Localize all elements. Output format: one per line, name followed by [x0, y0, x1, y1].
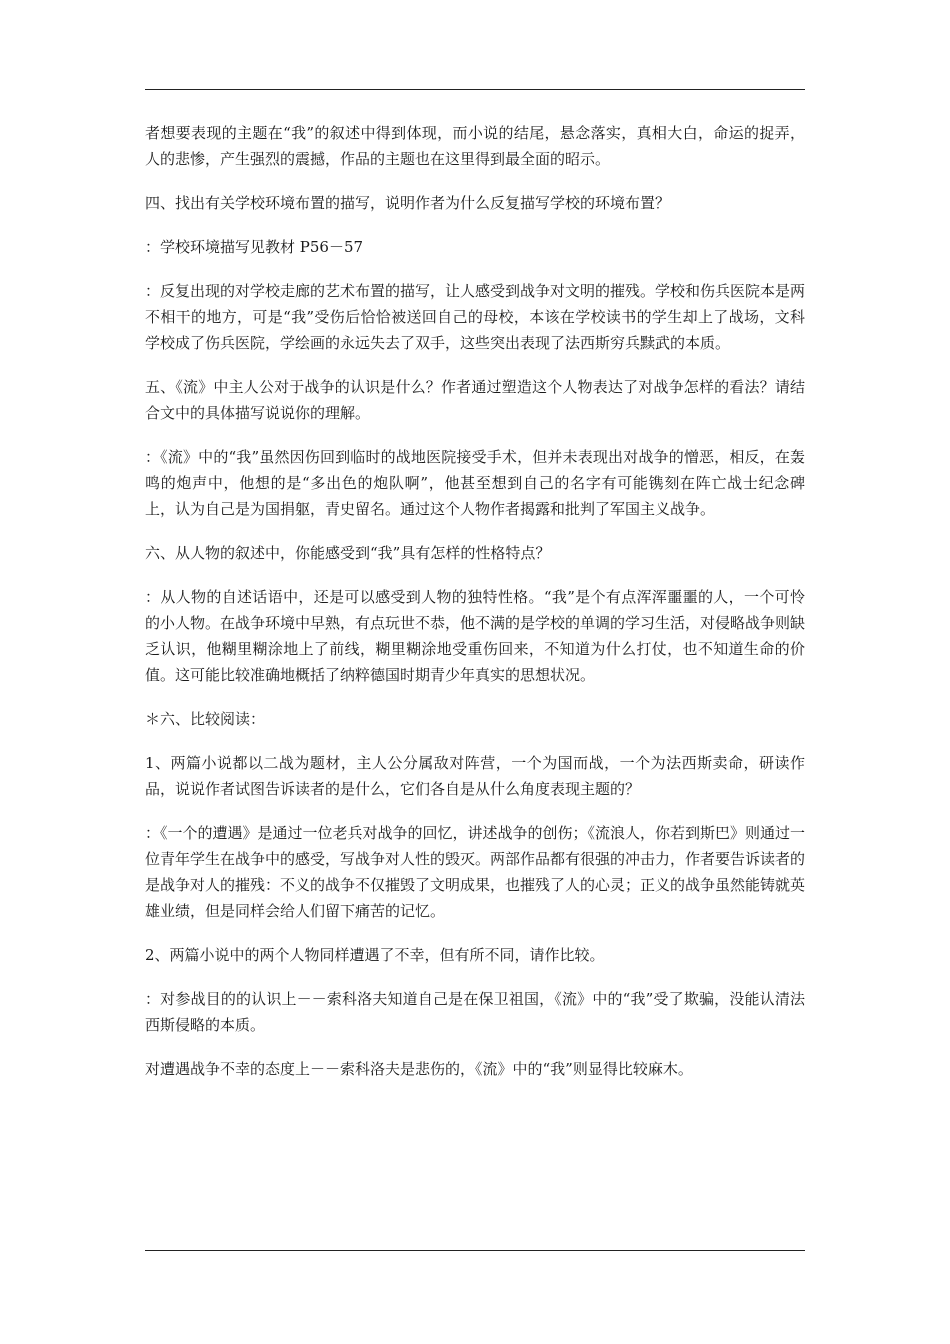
- paragraph-continuation: 者想要表现的主题在“我”的叙述中得到体现，而小说的结尾，悬念落实，真相大白，命运的捉弄，人的悲惨，产生强烈的震撼，作品的主题也在这里得到最全面的昭示。: [145, 124, 805, 168]
- header-rule: [145, 89, 805, 90]
- document-body: [145, 120, 805, 1100]
- answer-four-b: ：反复出现的对学校走廊的艺术布置的描写，让人感受到战争对文明的摧残。学校和伤兵医院本是两不相干的地方，可是“我”受伤后恰恰被送回自己的母校，本该在学校读书的学生却上了战场，文科学校成了伤兵医院，学绘画的永远失去了双手，这些突出表现了法西斯穷兵黩武的本质。: [145, 282, 806, 352]
- compare-answer-two-a: ：对参战目的的认识上－－索科洛夫知道自己是在保卫祖国，《流》中的“我”受了欺骗，没能认清法西斯侵略的本质。: [145, 990, 805, 1034]
- question-six: 六、从人物的叙述中，你能感受到“我”具有怎样的性格特点？: [145, 544, 551, 562]
- compare-question-one: 1、两篇小说都以二战为题材，主人公分属敌对阵营，一个为国而战，一个为法西斯卖命，研读作品，说说作者试图告诉读者的是什么，它们各自是从什么角度表现主题的？: [145, 754, 805, 798]
- compare-answer-one: ：《一个的遭遇》是通过一位老兵对战争的回忆，讲述战争的创伤；《流浪人，你若到斯巴》则通过一位青年学生在战争中的感受，写战争对人性的毁灭。两部作品都有很强的冲击力，作者要告诉读者的是战争对人的摧残：不义的战争不仅摧毁了文明成果，也摧残了人的心灵；正义的战争虽然能铸就英雄业绩，但是同样会给人们留下痛苦的记忆。: [145, 824, 806, 920]
- answer-six: ：从人物的自述话语中，还是可以感受到人物的独特性格。“我”是个有点浑浑噩噩的人，一个可怜的小人物。在战争环境中早熟，有点玩世不恭，他不满的是学校的单调的学习生活，对侵略战争则缺乏认识，他糊里糊涂地上了前线，糊里糊涂地受重伤回来，不知道为什么打仗，也不知道生命的价值。这可能比较准确地概括了纳粹德国时期青少年真实的思想状况。: [145, 588, 806, 684]
- question-four: 四、找出有关学校环境布置的描写，说明作者为什么反复描写学校的环境布置？: [145, 194, 671, 212]
- question-five: 五、《流》中主人公对于战争的认识是什么？作者通过塑造这个人物表达了对战争怎样的看法？请结合文中的具体描写说说你的理解。: [145, 378, 805, 422]
- answer-five: ：《流》中的“我”虽然因伤回到临时的战地医院接受手术，但并未表现出对战争的憎恶，相反，在轰鸣的炮声中，他想的是“多出色的炮队啊”，他甚至想到自己的名字有可能镌刻在阵亡战士纪念碑上，认为自己是为国捐躯，青史留名。通过这个人物作者揭露和批判了军国主义战争。: [145, 448, 805, 518]
- compare-answer-two-b: 对遭遇战争不幸的态度上－－索科洛夫是悲伤的，《流》中的“我”则显得比较麻木。: [145, 1060, 693, 1078]
- answer-four-a: ：学校环境描写见教材 P56－57: [145, 238, 364, 256]
- footer-rule: [145, 1250, 805, 1251]
- compare-question-two: 2、两篇小说中的两个人物同样遭遇了不幸，但有所不同，请作比较。: [145, 946, 605, 964]
- section-compare-reading: ＊六、比较阅读：: [145, 710, 266, 728]
